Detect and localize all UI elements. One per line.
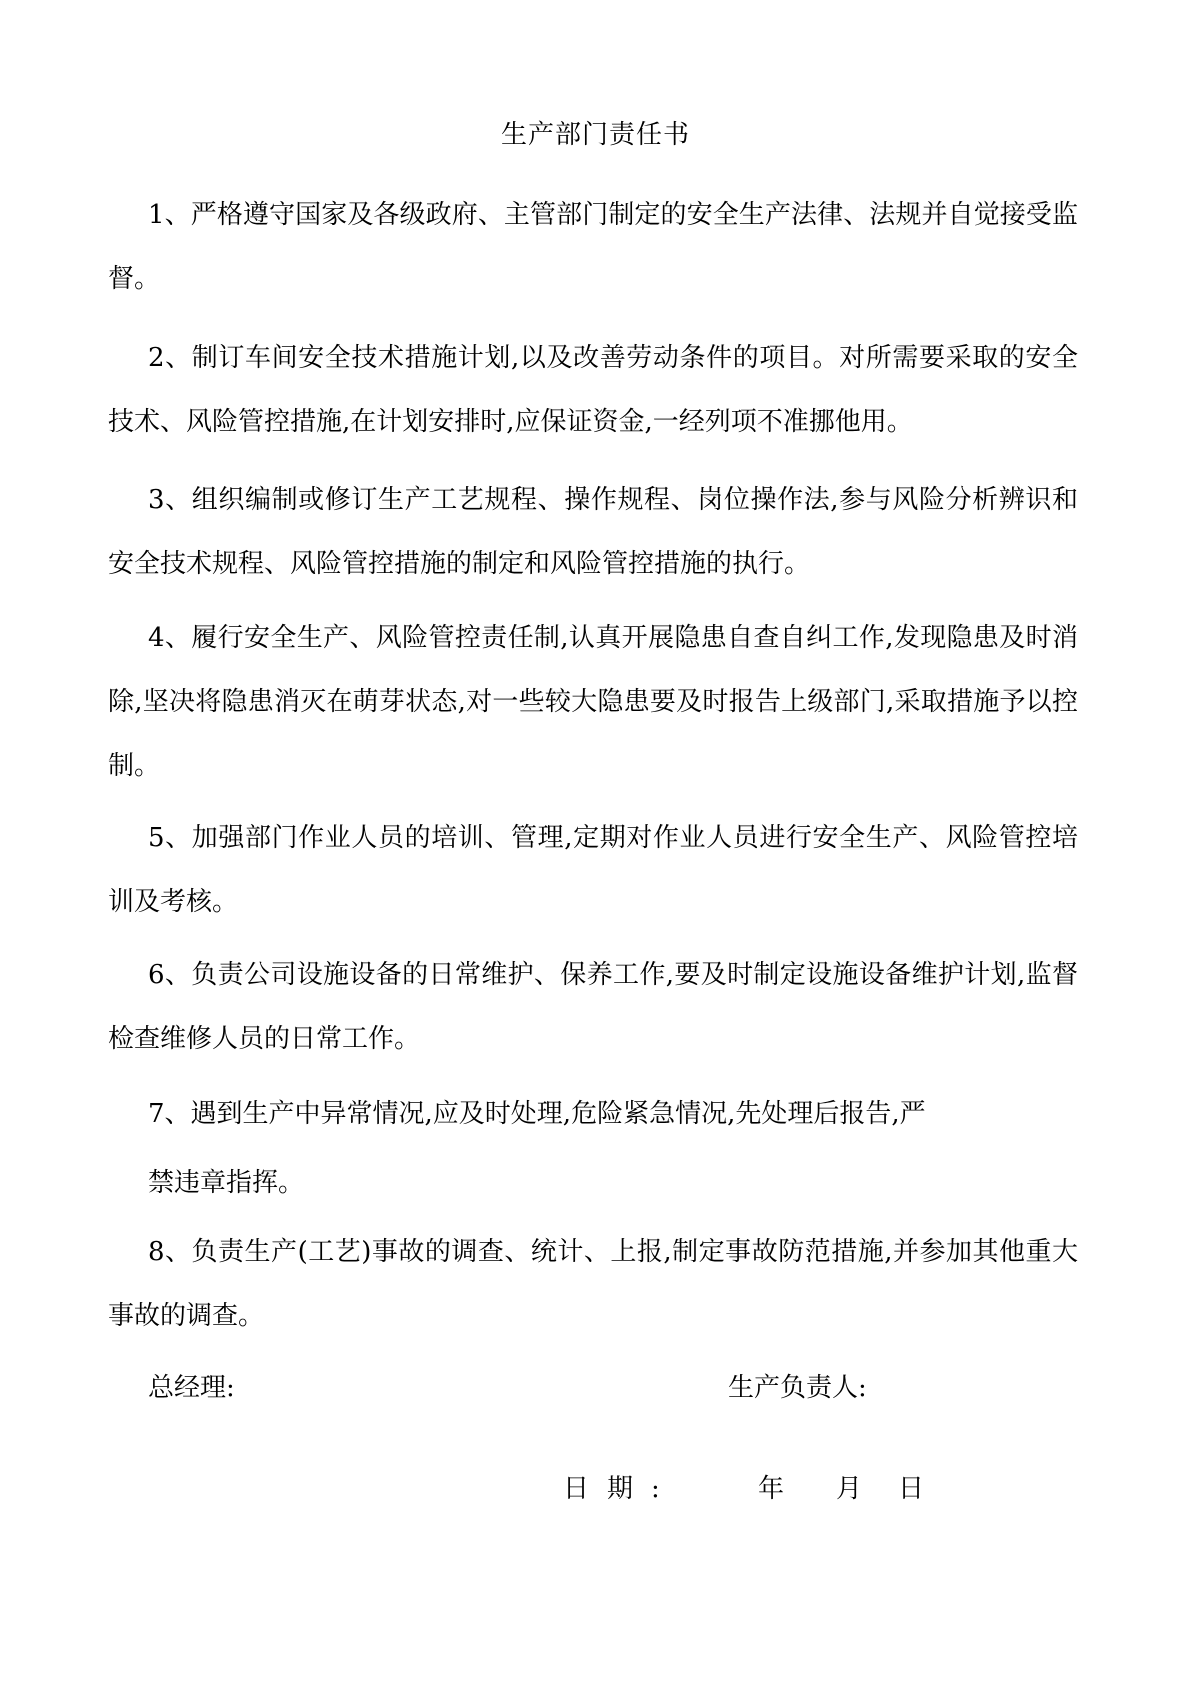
date-month-label: 月 [836, 1474, 863, 1504]
general-manager-signature-label: 总经理: [148, 1373, 235, 1403]
clause-7-line-1: 7、遇到生产中异常情况,应及时处理,危险紧急情况,先处理后报告,严 [148, 1099, 926, 1129]
clause-3: 3、组织编制或修订生产工艺规程、操作规程、岗位操作法,参与风险分析辨识和安全技术规程、风险管控措施的制定和风险管控措施的执行。 [108, 485, 1078, 579]
clause-6: 6、负责公司设施设备的日常维护、保养工作,要及时制定设施设备维护计划,监督检查维修人员的日常工作。 [108, 960, 1078, 1054]
clause-7-line-2: 禁违章指挥。 [148, 1168, 305, 1198]
clause-5: 5、加强部门作业人员的培训、管理,定期对作业人员进行安全生产、风险管控培训及考核。 [108, 823, 1078, 917]
date-row [563, 1471, 924, 1507]
clause-8: 8、负责生产(工艺)事故的调查、统计、上报,制定事故防范措施,并参加其他重大事故的调查。 [108, 1237, 1078, 1331]
clause-4: 4、履行安全生产、风险管控责任制,认真开展隐患自查自纠工作,发现隐患及时消除,坚决将隐患消灭在萌芽状态,对一些较大隐患要及时报告上级部门,采取措施予以控制。 [108, 623, 1078, 781]
production-manager-signature-label: 生产负责人: [728, 1373, 867, 1403]
document-title: 生产部门责任书 [500, 120, 690, 150]
date-label: 日期: [563, 1474, 678, 1504]
date-year-label: 年 [758, 1474, 785, 1504]
clause-1: 1、严格遵守国家及各级政府、主管部门制定的安全生产法律、法规并自觉接受监督。 [108, 200, 1078, 294]
clause-2: 2、制订车间安全技术措施计划,以及改善劳动条件的项目。对所需要采取的安全技术、风险管控措施,在计划安排时,应保证资金,一经列项不准挪他用。 [108, 343, 1078, 437]
date-day-label: 日 [898, 1474, 925, 1504]
